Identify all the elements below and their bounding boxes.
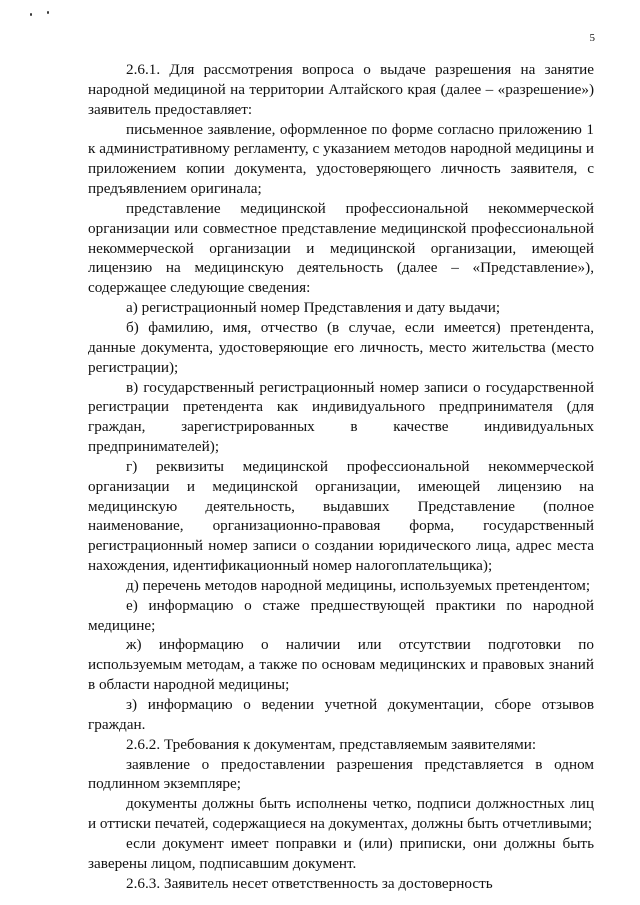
- list-item-z: з) информацию о ведении учетной документации, сборе отзывов граждан.: [88, 696, 594, 733]
- list-item-b: б) фамилию, имя, отчество (в случае, если имеется) претендента, данные документа, удостоверяющие его личность, место жительства (место регистрации);: [88, 318, 594, 376]
- paragraph-written-application: письменное заявление, оформленное по форме согласно приложению 1 к административному регламенту, с указанием методов народной медицины и приложением копии документа, удостоверяющего личность заявителя, с предъявлением оригинала;: [88, 120, 594, 198]
- paragraph-representation: представление медицинской профессиональной некоммерческой организации или совместное представление медицинской профессиональной некоммерческой организации и медицинской организации, имеющей лицензию на медицинскую деятельность (далее – «Представление»), содержащее следующие сведения:: [88, 199, 594, 297]
- paragraph-corrections: если документ имеет поправки и (или) приписки, они должны быть заверены лицом, подписавшим документ.: [88, 834, 594, 872]
- paragraph-2-6-1: 2.6.1. Для рассмотрения вопроса о выдаче разрешения на занятие народной медициной на территории Алтайского края (далее – «разрешение») заявитель предоставляет:: [88, 61, 594, 118]
- scan-specks: [30, 9, 60, 19]
- paragraph-2-6-2: 2.6.2. Требования к документам, представляемым заявителями:: [126, 735, 537, 753]
- list-item-zh: ж) информацию о наличии или отсутствии подготовки по используемым методам, а также по основам медицинских и правовых знаний в области народной медицины;: [88, 636, 594, 694]
- list-item-e: е) информацию о стаже предшествующей практики по народной медицине;: [88, 596, 594, 634]
- scan-speck: [47, 11, 49, 14]
- list-item-v: в) государственный регистрационный номер записи о государственной регистрации претендента как индивидуального предпринимателя (для граждан, зарегистрированных в качестве индивидуальных предпринимателей);: [88, 378, 594, 456]
- paragraph-single-copy: заявление о предоставлении разрешения представляется в одном подлинном экземпляре;: [88, 755, 594, 793]
- page-number: 5: [589, 32, 595, 44]
- list-item-g: г) реквизиты медицинской профессиональной некоммерческой организации и медицинской организации, имеющей лицензию на медицинскую деятельность, выдавших Представление (полное наименование, организационно-правовая форма, государственный регистрационный номер записи о создании юридического лица, адрес места нахождения, идентификационный номер налогоплательщика);: [88, 457, 594, 575]
- scan-speck: [30, 13, 32, 16]
- list-item-a: а) регистрационный номер Представления и дату выдачи;: [126, 299, 501, 317]
- document-body: [88, 60, 594, 893]
- paragraph-2-6-3: 2.6.3. Заявитель несет ответственность за достоверность: [126, 874, 493, 892]
- list-item-d: д) перечень методов народной медицины, используемых претендентом;: [126, 576, 591, 594]
- paragraph-clear-documents: документы должны быть исполнены четко, подписи должностных лиц и оттиски печатей, содержащиеся на документах, должны быть отчетливыми;: [88, 795, 594, 833]
